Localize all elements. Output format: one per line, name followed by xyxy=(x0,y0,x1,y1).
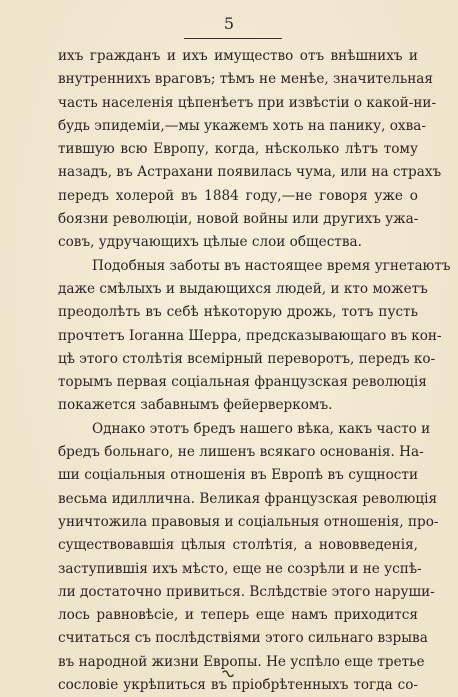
text-line: прочтетъ Іоганна Шерра, предсказывающаго въ кон- xyxy=(58,327,442,344)
body-text xyxy=(58,45,451,697)
text-line: передъ холерой въ 1884 году,—не говоря уже о xyxy=(58,187,418,204)
text-line: ихъ гражданъ и ихъ имущество отъ внѣшнихъ и xyxy=(58,48,418,64)
text-line: въ народной жизни Европы. Не успѣло еще третье xyxy=(58,653,425,670)
text-line: покажется забавнымъ фейерверкомъ. xyxy=(58,397,333,414)
text-line: назадъ, въ Астрахани появилась чума, или на страхъ xyxy=(58,164,442,181)
header-rule xyxy=(184,38,282,39)
text-line: даже смѣлыхъ и выдающихся людей, и кто можетъ xyxy=(58,280,428,297)
text-line: тившую всю Европу, когда, нѣсколько лѣтъ тому xyxy=(58,141,418,158)
text-line: ши соціальныя отношенія въ Европѣ въ сущности xyxy=(58,467,418,484)
text-line: заступившія ихъ мѣсто, еще не созрѣли и не успѣ- xyxy=(58,560,422,577)
text-line: весьма идиллична. Великая французская революція xyxy=(58,490,438,507)
text-line: лось равновѣсіе, и теперь еще намъ приходится xyxy=(58,607,418,624)
text-line: сословіе укрѣпиться въ пріобрѣтенныхъ тогда со- xyxy=(58,677,418,694)
page-number: 5 xyxy=(223,14,235,33)
text-line: совъ, удручающихъ цѣлые слои общества. xyxy=(58,234,362,251)
text-line: Однако этотъ бредъ нашего вѣка, какъ часто и xyxy=(92,420,431,437)
text-line: торымъ первая соціальная французская революція xyxy=(58,374,427,391)
text-line: преодолѣть въ себѣ нѣкоторую дрожь, тотъ пусть xyxy=(58,304,418,321)
text-line: уничтожила правовыя и соціальныя отношенія, про- xyxy=(58,513,439,530)
text-line: боязни революціи, новой войны или другихъ ужа- xyxy=(58,211,419,228)
text-line: часть населенія цѣпенѣетъ при извѣстіи о какой-ни- xyxy=(58,94,437,111)
text-line: считаться съ послѣдствіями этого сильнаго взрыва xyxy=(58,630,428,647)
printer-mark xyxy=(221,669,235,679)
text-line: цѣ этого столѣтія всемірный переворотъ, передъ ко- xyxy=(58,350,436,367)
text-line: бредъ больнаго, не лишенъ всякаго основанія. На- xyxy=(58,444,424,461)
text-line: существовавшія цѣлыя столѣтія, а нововведенія, xyxy=(58,537,418,554)
text-line: внутреннихъ враговъ; тѣмъ не менѣе, значительная xyxy=(58,71,433,88)
text-line: Подобныя заботы въ настоящее время угнетаютъ xyxy=(92,257,451,274)
text-line: ли достаточно привиться. Вслѣдствіе этого наруши- xyxy=(58,583,435,600)
text-line: будь эпидеміи,—мы укажемъ хоть на панику, охва- xyxy=(58,117,426,134)
